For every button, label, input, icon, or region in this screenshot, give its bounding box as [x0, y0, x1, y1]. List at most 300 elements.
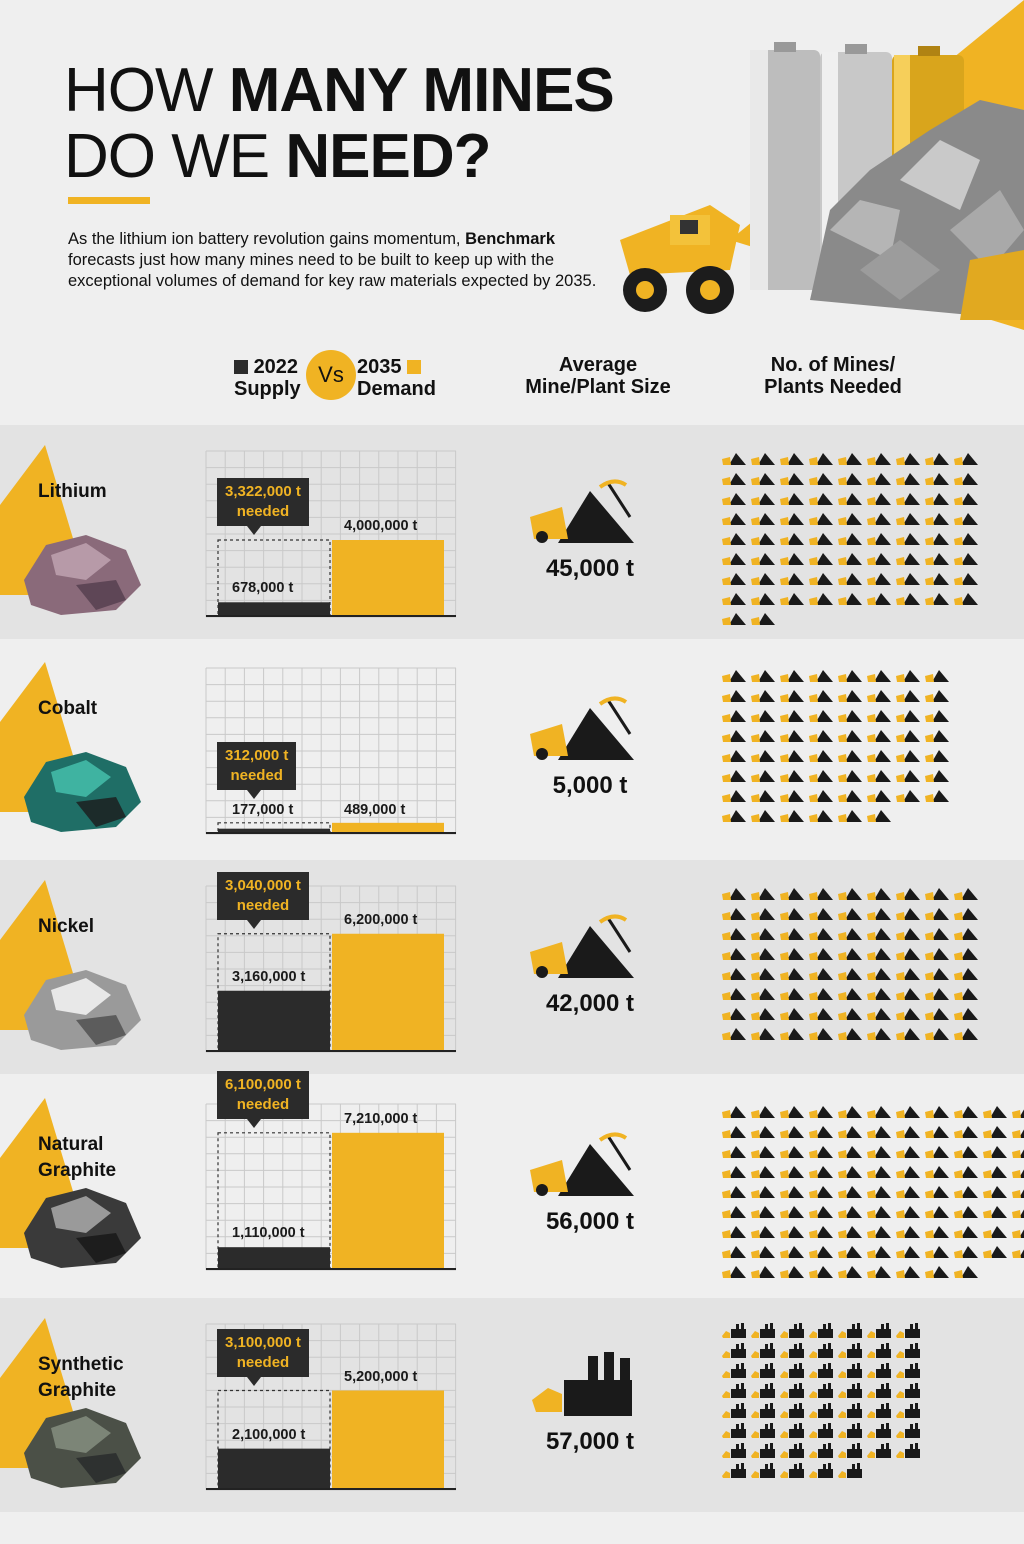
mine-unit-icon	[722, 706, 747, 723]
mine-unit-icon	[838, 806, 863, 823]
plant-unit-icon	[838, 1362, 863, 1379]
mine-unit-icon	[954, 1242, 979, 1259]
mine-unit-icon	[896, 666, 921, 683]
mine-unit-icon	[780, 666, 805, 683]
mine-unit-icon	[838, 529, 863, 546]
mine-unit-icon	[925, 786, 950, 803]
truck-wheel	[536, 748, 548, 760]
mine-unit-icon	[954, 924, 979, 941]
mine-unit-icon	[809, 1122, 834, 1139]
mine-unit-icon	[925, 1222, 950, 1239]
mine-unit-icon	[954, 984, 979, 1001]
mine-unit-icon	[925, 1242, 950, 1259]
mine-unit-icon	[983, 1202, 1008, 1219]
mine-unit-icon	[780, 569, 805, 586]
truck-body	[530, 1160, 568, 1192]
supply-legend	[234, 356, 301, 400]
processing-plant-icon	[528, 1350, 640, 1420]
demand-bar	[332, 1391, 444, 1489]
mine-unit-icon	[838, 489, 863, 506]
mine-unit-icon	[780, 1262, 805, 1279]
mine-unit-icon	[809, 1162, 834, 1179]
mine-unit-icon	[867, 1222, 892, 1239]
count-header-l1: No. of Mines/	[770, 354, 896, 376]
mine-unit-icon	[925, 904, 950, 921]
mine-unit-icon	[954, 529, 979, 546]
mine-unit-icon	[925, 489, 950, 506]
plant-unit-icon	[809, 1462, 834, 1479]
mine-unit-icon	[954, 489, 979, 506]
mine-unit-icon	[751, 1162, 776, 1179]
mine-unit-icon	[867, 509, 892, 526]
plant-unit-icon	[867, 1382, 892, 1399]
mine-unit-icon	[751, 924, 776, 941]
mine-unit-icon	[954, 1122, 979, 1139]
mine-unit-icon	[896, 589, 921, 606]
demand-value-label: 489,000 t	[344, 802, 406, 818]
mine-unit-icon	[954, 1222, 979, 1239]
mine-unit-icon	[780, 884, 805, 901]
mine-unit-icon	[751, 904, 776, 921]
mine-unit-icon	[838, 1024, 863, 1041]
mine-unit-icon	[722, 746, 747, 763]
mine-unit-icon	[780, 1182, 805, 1199]
mine-unit-icon	[867, 489, 892, 506]
mineral-name: Nickel	[38, 916, 94, 937]
supply-bar	[218, 602, 330, 615]
mine-unit-icon	[925, 666, 950, 683]
demand-bar	[332, 823, 444, 832]
mine-unit-icon	[925, 964, 950, 981]
demand-year: 2035	[357, 356, 402, 378]
demand-bar	[332, 1133, 444, 1268]
mine-unit-icon	[838, 1004, 863, 1021]
mine-unit-icon	[809, 944, 834, 961]
plant-unit-icon	[896, 1362, 921, 1379]
plant-unit-icon	[722, 1442, 747, 1459]
mineral-name: Lithium	[38, 481, 107, 502]
mineral-rock-image	[16, 960, 146, 1055]
mine-unit-icon	[925, 529, 950, 546]
mine-unit-icon	[780, 706, 805, 723]
mine-unit-icon	[751, 1024, 776, 1041]
plant-unit-icon	[780, 1422, 805, 1439]
mine-unit-icon	[896, 1102, 921, 1119]
plant-unit-icon	[722, 1322, 747, 1339]
mine-unit-icon	[780, 549, 805, 566]
title-bold-1: MANY MINES	[228, 56, 614, 125]
mine-unit-icon	[954, 509, 979, 526]
mine-unit-icon	[867, 944, 892, 961]
pickaxe-head	[600, 916, 626, 922]
needed-value: 6,100,000 t	[225, 1075, 301, 1093]
mine-unit-icon	[954, 1024, 979, 1041]
mine-unit-icon	[780, 1222, 805, 1239]
mine-unit-icon	[722, 609, 747, 626]
plant-unit-icon	[780, 1462, 805, 1479]
mine-unit-icon	[954, 1004, 979, 1021]
mine-unit-icon	[925, 984, 950, 1001]
count-header	[738, 354, 928, 398]
mine-unit-icon	[925, 944, 950, 961]
supply-label: Supply	[234, 378, 301, 400]
mine-unit-icon	[809, 666, 834, 683]
plant-unit-icon	[780, 1362, 805, 1379]
mine-unit-icon	[751, 529, 776, 546]
mine-unit-icon	[925, 1202, 950, 1219]
truck-wheel	[536, 1184, 548, 1196]
mine-unit-icon	[838, 666, 863, 683]
mine-unit-icon	[1012, 1242, 1024, 1259]
intro-post: forecasts just how many mines need to be built to keep up with the exceptional volumes of demand for key raw materials expected by 2035.	[68, 251, 597, 290]
mine-unit-icon	[896, 1202, 921, 1219]
mine-unit-icon	[780, 686, 805, 703]
mine-unit-icon	[838, 589, 863, 606]
mine-unit-icon	[1012, 1202, 1024, 1219]
mine-unit-icon	[867, 569, 892, 586]
plant-stack	[588, 1356, 598, 1382]
plant-unit-icon	[780, 1442, 805, 1459]
mine-unit-icon	[867, 924, 892, 941]
mine-unit-icon	[780, 746, 805, 763]
mine-unit-icon	[925, 706, 950, 723]
mine-unit-icon	[867, 1202, 892, 1219]
mine-unit-icon	[780, 1142, 805, 1159]
mine-unit-icon	[809, 686, 834, 703]
mine-unit-icon	[925, 469, 950, 486]
plant-unit-icon	[838, 1322, 863, 1339]
plant-unit-icon	[809, 1362, 834, 1379]
plant-body	[564, 1380, 632, 1416]
plant-unit-icon	[896, 1402, 921, 1419]
mine-unit-icon	[925, 589, 950, 606]
mine-unit-icon	[838, 1102, 863, 1119]
needed-word: needed	[236, 503, 290, 520]
mine-unit-icon	[867, 806, 892, 823]
mine-unit-icon	[722, 964, 747, 981]
mine-unit-icon	[925, 1122, 950, 1139]
plant-unit-icon	[867, 1442, 892, 1459]
mine-unit-icon	[867, 1004, 892, 1021]
mine-unit-icon	[867, 529, 892, 546]
mine-unit-icon	[780, 786, 805, 803]
mine-unit-icon	[838, 964, 863, 981]
mine-unit-icon	[751, 884, 776, 901]
mine-unit-icon	[838, 924, 863, 941]
mine-unit-icon	[780, 509, 805, 526]
mine-unit-icon	[751, 1122, 776, 1139]
mine-unit-icon	[896, 529, 921, 546]
mine-unit-icon	[896, 786, 921, 803]
mine-unit-icon	[751, 706, 776, 723]
plant-unit-icon	[838, 1462, 863, 1479]
mine-unit-icon	[838, 746, 863, 763]
plant-unit-icon	[751, 1322, 776, 1339]
mine-unit-icon	[780, 529, 805, 546]
mine-truck-icon	[528, 1130, 640, 1200]
mine-unit-icon	[780, 1004, 805, 1021]
needed-callout	[217, 1329, 309, 1377]
mine-unit-icon	[896, 549, 921, 566]
mine-unit-icon	[896, 686, 921, 703]
mine-unit-icon	[925, 1024, 950, 1041]
pickaxe-head	[600, 1134, 626, 1140]
mine-unit-icon	[809, 904, 834, 921]
mine-unit-icon	[983, 1242, 1008, 1259]
mine-unit-icon	[751, 609, 776, 626]
mine-unit-icon	[780, 904, 805, 921]
plant-unit-icon	[780, 1322, 805, 1339]
pickaxe-handle	[608, 1136, 630, 1170]
mine-unit-icon	[896, 904, 921, 921]
avg-size-value: 5,000 t	[552, 772, 628, 799]
mine-unit-icon	[867, 726, 892, 743]
mine-unit-icon	[838, 1242, 863, 1259]
mine-unit-icon	[954, 964, 979, 981]
mine-unit-icon	[751, 1242, 776, 1259]
plant-unit-icon	[780, 1382, 805, 1399]
needed-word: needed	[236, 1095, 290, 1113]
mine-unit-icon	[809, 549, 834, 566]
size-header-l1: Average	[558, 354, 638, 376]
mines-needed-grid	[722, 1102, 1024, 1279]
mineral-name: Natural Graphite	[38, 1134, 117, 1181]
mine-unit-icon	[722, 686, 747, 703]
pickaxe-head	[600, 481, 626, 487]
supply-bar	[218, 991, 330, 1050]
demand-legend	[357, 356, 436, 400]
plant-unit-icon	[809, 1422, 834, 1439]
demand-label: Demand	[357, 378, 436, 400]
mine-unit-icon	[838, 904, 863, 921]
mine-unit-icon	[809, 706, 834, 723]
mine-unit-icon	[867, 1162, 892, 1179]
mine-unit-icon	[925, 449, 950, 466]
mine-unit-icon	[896, 469, 921, 486]
mine-truck-icon	[528, 477, 640, 547]
mine-unit-icon	[896, 1162, 921, 1179]
vs-badge: Vs	[306, 350, 356, 400]
mine-unit-icon	[896, 884, 921, 901]
intro-text	[68, 229, 608, 292]
title-plain-1: HOW	[64, 56, 213, 125]
mine-unit-icon	[809, 529, 834, 546]
mine-unit-icon	[751, 1262, 776, 1279]
truck-body	[530, 942, 568, 974]
mine-unit-icon	[838, 1122, 863, 1139]
mine-unit-icon	[809, 964, 834, 981]
mine-unit-icon	[838, 1162, 863, 1179]
mine-unit-icon	[925, 766, 950, 783]
mine-unit-icon	[780, 1102, 805, 1119]
mine-unit-icon	[722, 884, 747, 901]
mine-unit-icon	[722, 509, 747, 526]
mine-unit-icon	[838, 686, 863, 703]
mine-unit-icon	[896, 449, 921, 466]
pickaxe-head	[600, 698, 626, 704]
mine-unit-icon	[838, 984, 863, 1001]
mine-unit-icon	[751, 786, 776, 803]
mine-unit-icon	[896, 1122, 921, 1139]
plant-unit-icon	[751, 1382, 776, 1399]
mine-unit-icon	[722, 1024, 747, 1041]
mine-unit-icon	[751, 549, 776, 566]
mine-unit-icon	[867, 746, 892, 763]
supply-year: 2022	[253, 356, 299, 378]
mine-unit-icon	[896, 984, 921, 1001]
mine-unit-icon	[722, 1202, 747, 1219]
avg-size-value: 56,000 t	[545, 1208, 635, 1235]
mine-unit-icon	[838, 1262, 863, 1279]
truck-wheel	[536, 531, 548, 543]
supply-swatch	[234, 360, 248, 374]
plant-unit-icon	[838, 1382, 863, 1399]
mine-unit-icon	[809, 1242, 834, 1259]
mine-unit-icon	[925, 686, 950, 703]
mine-unit-icon	[896, 944, 921, 961]
mine-unit-icon	[751, 806, 776, 823]
mine-unit-icon	[722, 1242, 747, 1259]
needed-word: needed	[230, 767, 283, 784]
mine-unit-icon	[809, 1182, 834, 1199]
mine-unit-icon	[809, 589, 834, 606]
plant-unit-icon	[896, 1342, 921, 1359]
mine-unit-icon	[838, 1202, 863, 1219]
mineral-rock-image	[16, 1178, 146, 1273]
demand-value-label: 6,200,000 t	[344, 911, 418, 928]
mine-unit-icon	[722, 1122, 747, 1139]
plant-unit-icon	[867, 1342, 892, 1359]
size-header-l2: Mine/Plant Size	[525, 376, 671, 398]
supply-value-label: 177,000 t	[232, 802, 294, 818]
mine-unit-icon	[809, 1024, 834, 1041]
mine-unit-icon	[751, 964, 776, 981]
mine-unit-icon	[867, 549, 892, 566]
mine-unit-icon	[722, 666, 747, 683]
mine-unit-icon	[722, 786, 747, 803]
mine-unit-icon	[896, 569, 921, 586]
mine-unit-icon	[954, 569, 979, 586]
mine-unit-icon	[867, 589, 892, 606]
demand-value-label: 7,210,000 t	[344, 1110, 418, 1127]
needed-value: 312,000 t	[225, 747, 289, 764]
mine-unit-icon	[867, 1024, 892, 1041]
count-header-l2: Plants Needed	[764, 376, 902, 398]
plant-unit-icon	[809, 1402, 834, 1419]
needed-callout	[217, 1071, 309, 1119]
mine-unit-icon	[896, 1222, 921, 1239]
supply-demand-chart	[204, 1102, 460, 1272]
supply-value-label: 3,160,000 t	[232, 968, 306, 985]
needed-value: 3,100,000 t	[225, 1333, 301, 1351]
mine-unit-icon	[838, 569, 863, 586]
mine-heap	[558, 1144, 634, 1196]
plant-unit-icon	[809, 1322, 834, 1339]
plant-unit-icon	[751, 1422, 776, 1439]
mine-unit-icon	[925, 569, 950, 586]
plant-unit-icon	[896, 1322, 921, 1339]
mine-unit-icon	[751, 746, 776, 763]
mine-unit-icon	[780, 1122, 805, 1139]
mine-unit-icon	[867, 666, 892, 683]
mine-unit-icon	[954, 589, 979, 606]
mine-unit-icon	[838, 1222, 863, 1239]
plant-unit-icon	[809, 1382, 834, 1399]
plant-unit-icon	[809, 1342, 834, 1359]
mine-unit-icon	[954, 904, 979, 921]
mine-unit-icon	[896, 1182, 921, 1199]
mine-unit-icon	[896, 1262, 921, 1279]
mine-unit-icon	[838, 449, 863, 466]
mine-unit-icon	[722, 944, 747, 961]
mine-unit-icon	[1012, 1162, 1024, 1179]
mine-unit-icon	[751, 469, 776, 486]
plant-unit-icon	[896, 1382, 921, 1399]
mine-unit-icon	[751, 686, 776, 703]
mine-unit-icon	[751, 1102, 776, 1119]
mine-unit-icon	[751, 449, 776, 466]
pickaxe-handle	[608, 700, 630, 734]
supply-bar	[218, 1247, 330, 1268]
mine-unit-icon	[722, 529, 747, 546]
mine-heap	[558, 926, 634, 978]
plant-unit-icon	[838, 1342, 863, 1359]
mine-unit-icon	[867, 449, 892, 466]
mine-unit-icon	[751, 1222, 776, 1239]
mine-unit-icon	[780, 964, 805, 981]
mine-unit-icon	[809, 746, 834, 763]
mine-unit-icon	[838, 1182, 863, 1199]
mine-unit-icon	[722, 569, 747, 586]
page-title	[64, 58, 614, 190]
mine-unit-icon	[954, 469, 979, 486]
mine-unit-icon	[838, 706, 863, 723]
mine-unit-icon	[896, 766, 921, 783]
plant-unit-icon	[867, 1322, 892, 1339]
mine-unit-icon	[1012, 1182, 1024, 1199]
mine-unit-icon	[751, 1182, 776, 1199]
mine-unit-icon	[809, 1222, 834, 1239]
mine-unit-icon	[867, 1242, 892, 1259]
mine-unit-icon	[809, 924, 834, 941]
mine-unit-icon	[1012, 1222, 1024, 1239]
mine-unit-icon	[809, 884, 834, 901]
needed-callout	[217, 742, 296, 790]
mine-unit-icon	[722, 984, 747, 1001]
mine-unit-icon	[722, 1222, 747, 1239]
plant-unit-icon	[751, 1462, 776, 1479]
mine-unit-icon	[722, 449, 747, 466]
mine-unit-icon	[722, 489, 747, 506]
truck-wheel	[536, 966, 548, 978]
mine-unit-icon	[1012, 1142, 1024, 1159]
mine-unit-icon	[896, 509, 921, 526]
mine-unit-icon	[780, 726, 805, 743]
truck-body	[530, 724, 568, 756]
mine-unit-icon	[809, 489, 834, 506]
mine-unit-icon	[722, 589, 747, 606]
mine-unit-icon	[751, 589, 776, 606]
plant-pile	[532, 1388, 562, 1412]
demand-bar	[332, 540, 444, 615]
mine-unit-icon	[867, 1122, 892, 1139]
mine-unit-icon	[780, 449, 805, 466]
mine-unit-icon	[722, 766, 747, 783]
mine-unit-icon	[896, 1004, 921, 1021]
demand-swatch	[407, 360, 421, 374]
demand-bar	[332, 934, 444, 1050]
mine-unit-icon	[925, 746, 950, 763]
